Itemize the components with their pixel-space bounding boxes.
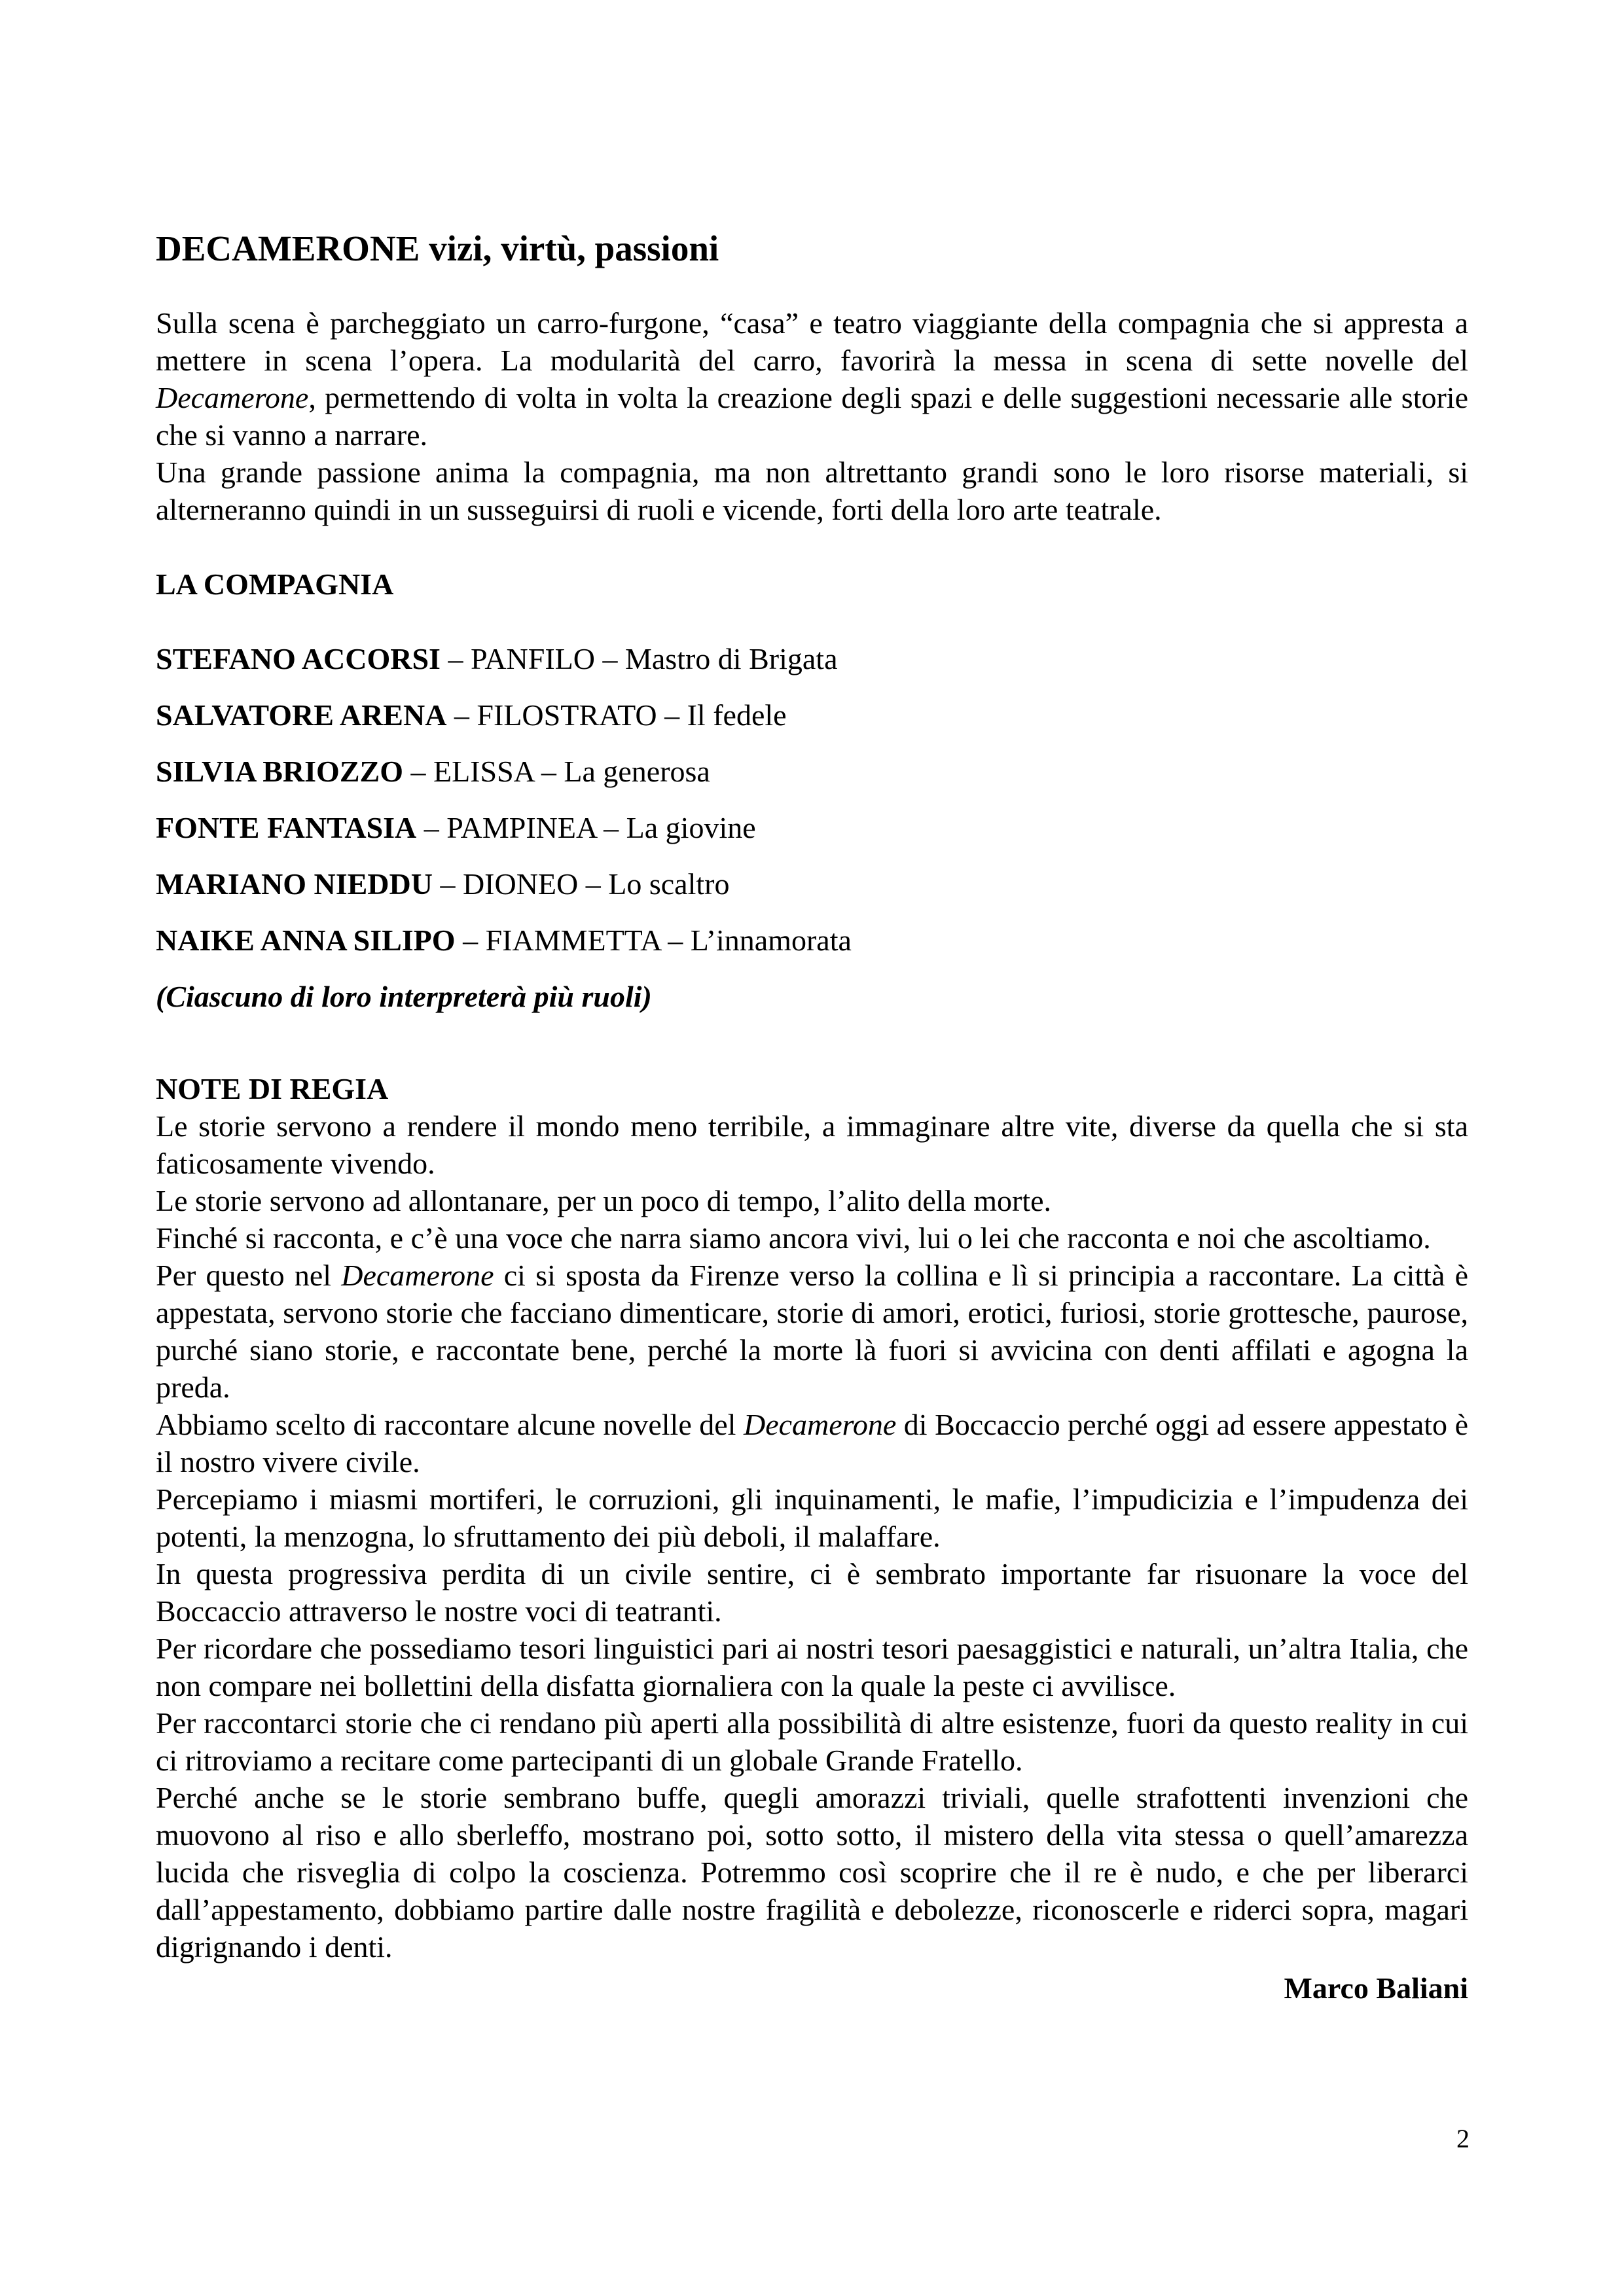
regia-paragraph: Percepiamo i miasmi mortiferi, le corruzioni, gli inquinamenti, le mafie, l’impudicizia e l’impudenza dei potenti, la menzogna, lo sfruttamento dei più deboli, il malaffare. bbox=[156, 1482, 1468, 1553]
actor-name: MARIANO NIEDDU bbox=[156, 867, 433, 901]
regia-paragraph: Per raccontarci storie che ci rendano più aperti alla possibilità di altre esistenze, fuori da questo reality in cui ci ritroviamo a recitare come partecipanti di un globale Grande Fratello. bbox=[156, 1706, 1468, 1777]
intro-text: Sulla scena è parcheggiato un carro-furgone, “casa” e teatro viaggiante della compagnia che si appresta a mettere in scena l’opera. La modularità del carro, favorirà la messa in scena di sette novelle del bbox=[156, 306, 1468, 377]
cast-note: (Ciascuno di loro interpreterà più ruoli) bbox=[156, 980, 652, 1013]
document-title: DECAMERONE vizi, virtù, passioni bbox=[156, 228, 719, 268]
intro-paragraph-2: Una grande passione anima la compagnia, ma non altrettanto grandi sono le loro risorse materiali, si alterneranno quindi in un susseguirsi di ruoli e vicende, forti della loro arte teatrale. bbox=[156, 456, 1468, 526]
intro-text: , permettendo di volta in volta la creazione degli spazi e delle suggestioni necessarie alle storie che si vanno a narrare. bbox=[156, 381, 1468, 452]
regia-paragraph: Finché si racconta, e c’è una voce che narra siamo ancora vivi, lui o lei che racconta e noi che ascoltiamo. bbox=[156, 1221, 1431, 1255]
role-text: – DIONEO – Lo scaltro bbox=[432, 867, 730, 901]
actor-name: STEFANO ACCORSI bbox=[156, 642, 441, 675]
role-text: – FILOSTRATO – Il fedele bbox=[446, 698, 787, 732]
actor-name: FONTE FANTASIA bbox=[156, 811, 417, 844]
cast-row bbox=[156, 809, 1468, 846]
cast-row bbox=[156, 922, 1468, 959]
compagnia-heading: LA COMPAGNIA bbox=[156, 567, 394, 601]
actor-name: NAIKE ANNA SILIPO bbox=[156, 924, 456, 957]
cast-list bbox=[156, 640, 1468, 959]
role-text: – PANFILO – Mastro di Brigata bbox=[440, 642, 838, 675]
decamerone-italic: Decamerone bbox=[341, 1259, 494, 1292]
regia-paragraph bbox=[156, 1257, 1468, 1406]
author-signature: Marco Baliani bbox=[1284, 1971, 1468, 2005]
role-text: – ELISSA – La generosa bbox=[403, 755, 710, 788]
regia-text: Per questo nel bbox=[156, 1259, 342, 1292]
regia-text: ci si sposta da Firenze verso la collina e lì si principia a raccontare. La città è appestata, servono storie che facciano dimenticare, storie di amori, erotici, furiosi, storie grottesche, paurose, purché siano storie, e raccontate bene, perché la morte là fuori si avvicina con denti affilati e agogna la preda. bbox=[156, 1259, 1468, 1404]
regia-paragraph: Le storie servono a rendere il mondo meno terribile, a immaginare altre vite, diverse da quella che si sta faticosamente vivendo. bbox=[156, 1109, 1468, 1180]
regia-paragraph: Per ricordare che possediamo tesori linguistici pari ai nostri tesori paesaggistici e naturali, un’altra Italia, che non compare nei bollettini della disfatta giornaliera con la quale la peste ci avvilisce. bbox=[156, 1632, 1468, 1702]
regia-paragraph: Perché anche se le storie sembrano buffe, quegli amorazzi triviali, quelle strafottenti invenzioni che muovono al riso e allo sberleffo, mostrano poi, sotto sotto, il mistero della vita stessa o quell’amarezza lucida che risveglia di colpo la coscienza. Potremmo così scoprire che il re è nudo, e che per liberarci dall’appestamento, dobbiamo partire dalle nostre fragilità e debolezze, riconoscerle e riderci sopra, magari digrignando i denti. bbox=[156, 1781, 1468, 1964]
page-content bbox=[156, 226, 1468, 2007]
regia-text: Abbiamo scelto di raccontare alcune novelle del bbox=[156, 1408, 744, 1441]
cast-row bbox=[156, 865, 1468, 903]
cast-row bbox=[156, 640, 1468, 677]
role-text: – FIAMMETTA – L’innamorata bbox=[455, 924, 852, 957]
regia-text: di Boccaccio perché oggi ad essere appestato è il nostro vivere civile. bbox=[156, 1408, 1468, 1479]
regia-heading: NOTE DI REGIA bbox=[156, 1072, 389, 1105]
intro-paragraph-1 bbox=[156, 304, 1468, 454]
regia-paragraph bbox=[156, 1406, 1468, 1480]
decamerone-italic: Decamerone bbox=[156, 381, 309, 414]
page-number: 2 bbox=[1456, 2124, 1470, 2153]
actor-name: SALVATORE ARENA bbox=[156, 698, 447, 732]
cast-row bbox=[156, 753, 1468, 790]
regia-paragraph: Le storie servono ad allontanare, per un poco di tempo, l’alito della morte. bbox=[156, 1184, 1052, 1217]
role-text: – PAMPINEA – La giovine bbox=[416, 811, 756, 844]
actor-name: SILVIA BRIOZZO bbox=[156, 755, 403, 788]
cast-row bbox=[156, 696, 1468, 734]
regia-paragraph: In questa progressiva perdita di un civile sentire, ci è sembrato importante far risuonare la voce del Boccaccio attraverso le nostre voci di teatranti. bbox=[156, 1557, 1468, 1628]
decamerone-italic: Decamerone bbox=[743, 1408, 897, 1441]
